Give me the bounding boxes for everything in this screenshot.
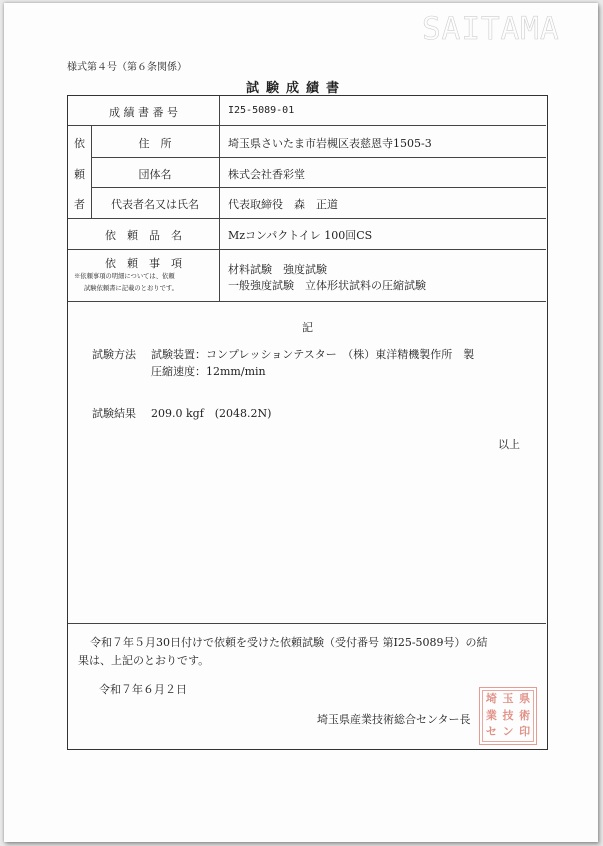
test-items-value-1: 材料試験 強度試験 bbox=[228, 263, 327, 276]
test-items-note-1: ※依頼事項の明細については、依頼 bbox=[74, 273, 175, 280]
test-items-value-2: 一般強度試験 立体形状試料の圧縮試験 bbox=[228, 279, 426, 292]
statement-line-2: 果は、上記のとおりです。 bbox=[78, 654, 210, 667]
test-equipment: 試験装置：コンプレッションテスター （株）東洋精機製作所 製 bbox=[151, 348, 475, 361]
statement-line-1: 令和７年５月30日付けで依頼を受けた依頼試験（受付番号 第I25-5089号）の結 bbox=[90, 636, 488, 649]
address-value: 埼玉県さいたま市岩槻区表慈恩寺1505-3 bbox=[228, 137, 432, 150]
seal-glyph: 技 bbox=[502, 708, 514, 722]
test-method-label: 試験方法 bbox=[92, 348, 136, 361]
document-title: 試験成績書 bbox=[246, 81, 347, 96]
ki-mark: 記 bbox=[302, 321, 313, 334]
requester-label-3: 者 bbox=[74, 198, 85, 211]
official-seal bbox=[479, 687, 537, 745]
item-name-value: Mzコンパクトイレ 100回CS bbox=[228, 229, 373, 242]
test-result-label: 試験結果 bbox=[92, 407, 136, 420]
end-mark: 以上 bbox=[498, 438, 520, 451]
seal-glyph: 埼 bbox=[485, 692, 497, 705]
seal-glyph: 業 bbox=[485, 708, 497, 722]
seal-glyph: 県 bbox=[519, 692, 531, 705]
seal-characters bbox=[482, 690, 534, 742]
seal-glyph: ン bbox=[502, 725, 514, 739]
seal-glyph: 印 bbox=[519, 725, 531, 739]
report-table bbox=[67, 95, 548, 750]
requester-label-1: 依 bbox=[74, 137, 85, 150]
form-number: 様式第４号（第６条関係） bbox=[67, 62, 187, 73]
test-items-label: 依 頼 事 項 bbox=[105, 257, 182, 270]
issuer-name: 埼玉県産業技術総合センター長 bbox=[317, 713, 471, 726]
saitama-watermark: SAITAMA bbox=[422, 11, 560, 47]
seal-glyph: 玉 bbox=[502, 692, 514, 705]
test-items-note-2: 試験依頼書に記載のとおりです。 bbox=[84, 285, 178, 292]
organization-value: 株式会社香彩堂 bbox=[228, 168, 305, 181]
address-label: 住 所 bbox=[138, 137, 172, 150]
requester-label-2: 頼 bbox=[74, 168, 85, 181]
organization-label: 団体名 bbox=[138, 168, 172, 181]
test-result-value: 209.0 kgf (2048.2N) bbox=[151, 407, 272, 420]
compression-speed: 圧縮速度：12mm/min bbox=[151, 365, 266, 378]
report-number-label: 成 績 書 番 号 bbox=[109, 106, 178, 119]
representative-value: 代表取締役 森 正道 bbox=[228, 198, 338, 211]
seal-glyph: 術 bbox=[519, 708, 531, 722]
representative-label: 代表者名又は氏名 bbox=[111, 198, 199, 211]
seal-glyph: セ bbox=[485, 725, 497, 739]
issue-date: 令和７年６月２日 bbox=[99, 683, 187, 696]
item-name-label: 依 頼 品 名 bbox=[105, 229, 182, 242]
report-number-value: I25-5089-01 bbox=[228, 105, 295, 116]
